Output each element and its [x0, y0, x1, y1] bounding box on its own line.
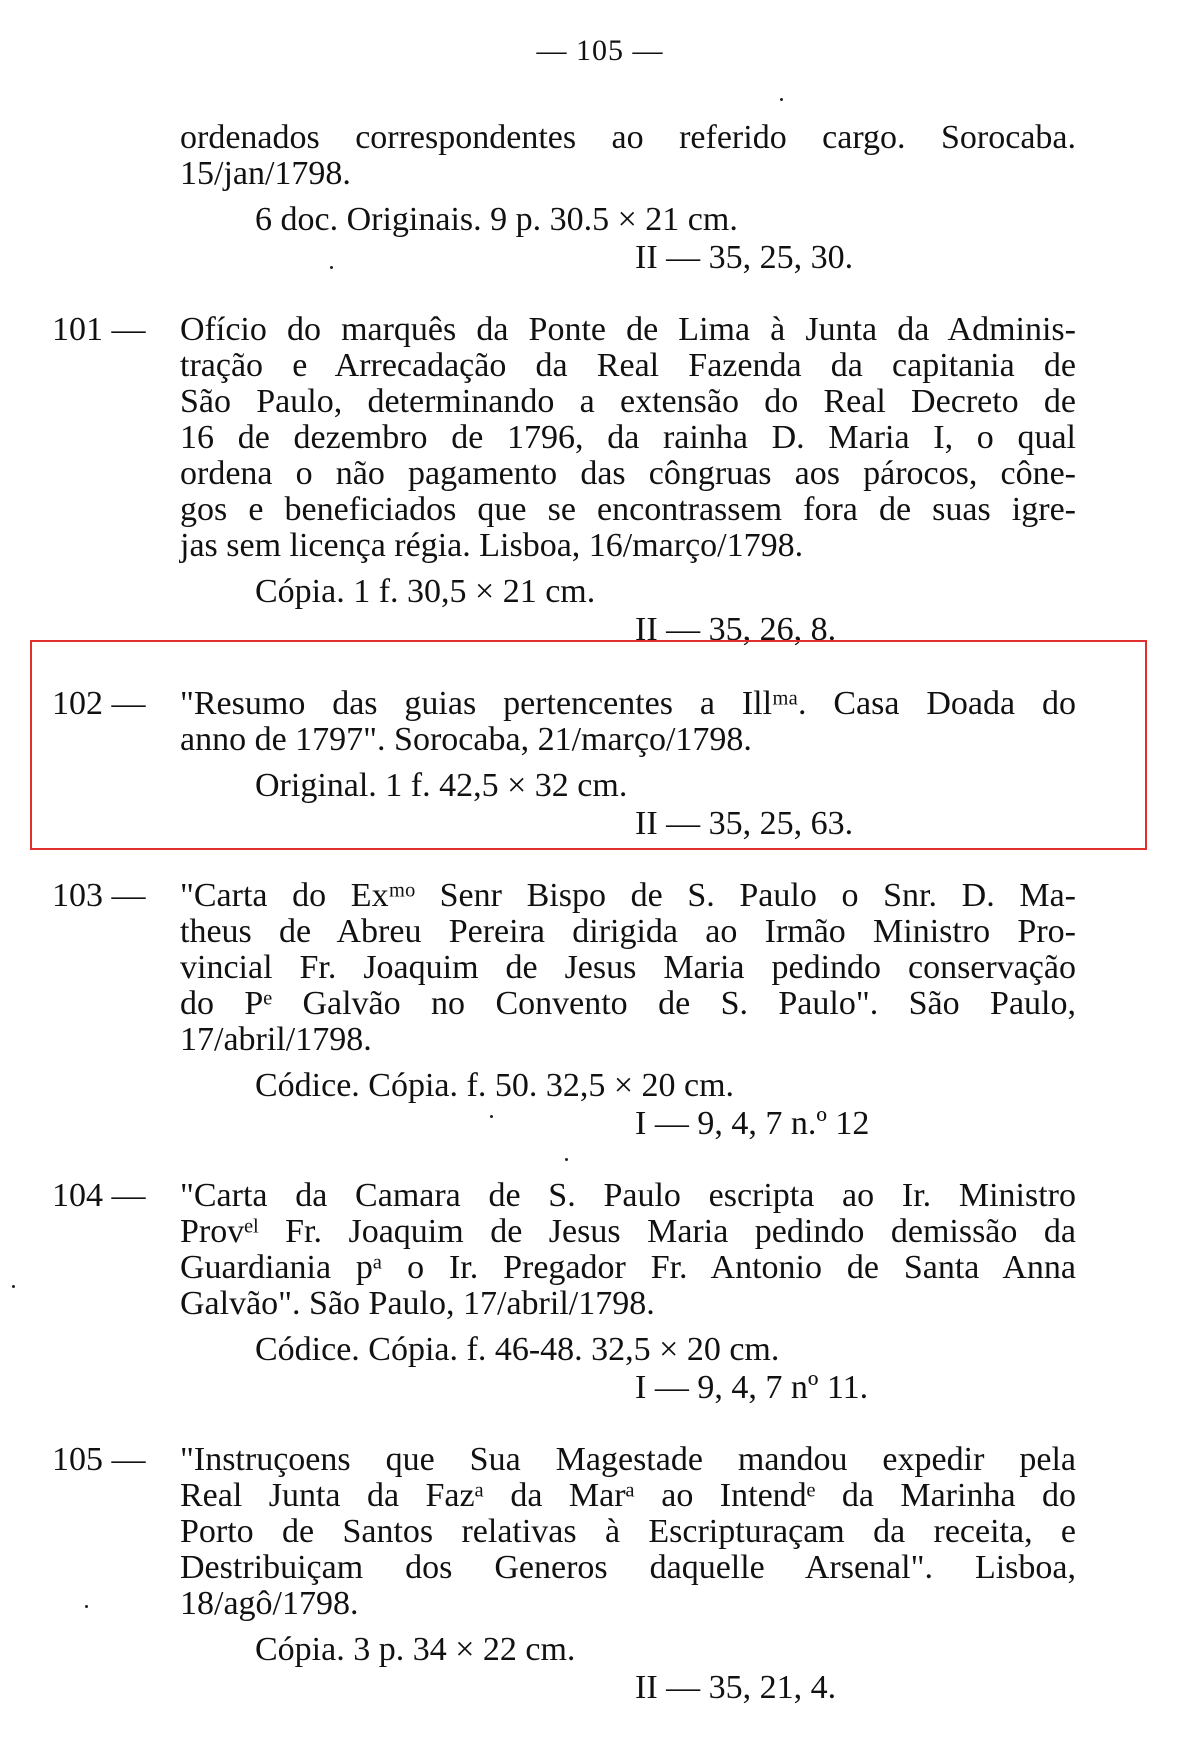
- entry-text-line: 18/agô/1798.: [180, 1585, 359, 1622]
- entry-description: Códice. Cópia. f. 50. 32,5 × 20 cm.: [255, 1067, 735, 1104]
- scan-speck: [565, 1158, 568, 1161]
- entry-text-line: Guardiania pᵃ o Ir. Pregador Fr. Antonio de Santa Anna: [180, 1249, 1076, 1286]
- entry-text-line: tração e Arrecadação da Real Fazenda da capitania de: [180, 347, 1076, 384]
- entry-number: 105 —: [52, 1441, 146, 1478]
- entry-reference: I — 9, 4, 7 n.º 12: [635, 1105, 870, 1142]
- entry-text-line: do Pᵉ Galvão no Convento de S. Paulo". São Paulo,: [180, 985, 1076, 1022]
- entry-text-line: 17/abril/1798.: [180, 1021, 372, 1058]
- entry-text-line: vincial Fr. Joaquim de Jesus Maria pedindo conservação: [180, 949, 1076, 986]
- entry-description: Cópia. 1 f. 30,5 × 21 cm.: [255, 573, 596, 610]
- entry-number: 102 —: [52, 685, 146, 722]
- entry-text-line: ordena o não pagamento das côngruas aos párocos, cône-: [180, 455, 1076, 492]
- entry-reference: II — 35, 26, 8.: [635, 611, 837, 648]
- entry-number: 104 —: [52, 1177, 146, 1214]
- entry-text-line: São Paulo, determinando a extensão do Real Decreto de: [180, 383, 1076, 420]
- entry-reference: II — 35, 21, 4.: [635, 1669, 837, 1706]
- scan-speck: [330, 266, 333, 269]
- entry-description: Original. 1 f. 42,5 × 32 cm.: [255, 767, 628, 804]
- entry-description: Cópia. 3 p. 34 × 22 cm.: [255, 1631, 576, 1668]
- entry-reference: II — 35, 25, 63.: [635, 805, 854, 842]
- entry-number: 103 —: [52, 877, 146, 914]
- entry-text-line: anno de 1797". Sorocaba, 21/março/1798.: [180, 721, 752, 758]
- entry-reference: II — 35, 25, 30.: [635, 239, 854, 276]
- entry-text-line: "Resumo das guias pertencentes a Illᵐᵃ. Casa Doada do: [180, 685, 1076, 722]
- entry-description: 6 doc. Originais. 9 p. 30.5 × 21 cm.: [255, 201, 738, 238]
- entry-description: Códice. Cópia. f. 46-48. 32,5 × 20 cm.: [255, 1331, 780, 1368]
- scan-speck: [85, 1605, 88, 1608]
- entry-text-line: Real Junta da Fazᵃ da Marᵃ ao Intendᵉ da Marinha do: [180, 1477, 1076, 1514]
- entry-text-line: ordenados correspondentes ao referido cargo. Sorocaba.: [180, 119, 1076, 156]
- entry-text-line: jas sem licença régia. Lisboa, 16/março/1798.: [180, 527, 804, 564]
- entry-text-line: Galvão". São Paulo, 17/abril/1798.: [180, 1285, 655, 1322]
- entry-text-line: "Carta do Exᵐᵒ Senr Bispo de S. Paulo o Snr. D. Ma-: [180, 877, 1076, 914]
- entry-text-line: Provᵉˡ Fr. Joaquim de Jesus Maria pedindo demissão da: [180, 1213, 1076, 1250]
- entry-reference: I — 9, 4, 7 nº 11.: [635, 1369, 869, 1406]
- entry-text-line: "Carta da Camara de S. Paulo escripta ao Ir. Ministro: [180, 1177, 1076, 1214]
- entry-text-line: gos e beneficiados que se encontrassem fora de suas igre-: [180, 491, 1076, 528]
- entry-text-line: Porto de Santos relativas à Escripturaçam da receita, e: [180, 1513, 1076, 1550]
- scan-speck: [490, 1115, 493, 1118]
- entry-text-line: Destribuiçam dos Generos daquelle Arsenal". Lisboa,: [180, 1549, 1076, 1586]
- entry-number: 101 —: [52, 311, 146, 348]
- entry-text-line: Ofício do marquês da Ponte de Lima à Junta da Adminis-: [180, 311, 1076, 348]
- scan-speck: [12, 1285, 15, 1288]
- entry-text-line: 15/jan/1798.: [180, 155, 351, 192]
- page-number: — 105 —: [536, 34, 664, 67]
- scan-speck: [780, 98, 783, 101]
- entry-text-line: 16 de dezembro de 1796, da rainha D. Maria I, o qual: [180, 419, 1076, 456]
- entry-text-line: "Instruçoens que Sua Magestade mandou expedir pela: [180, 1441, 1076, 1478]
- entry-text-line: theus de Abreu Pereira dirigida ao Irmão Ministro Pro-: [180, 913, 1076, 950]
